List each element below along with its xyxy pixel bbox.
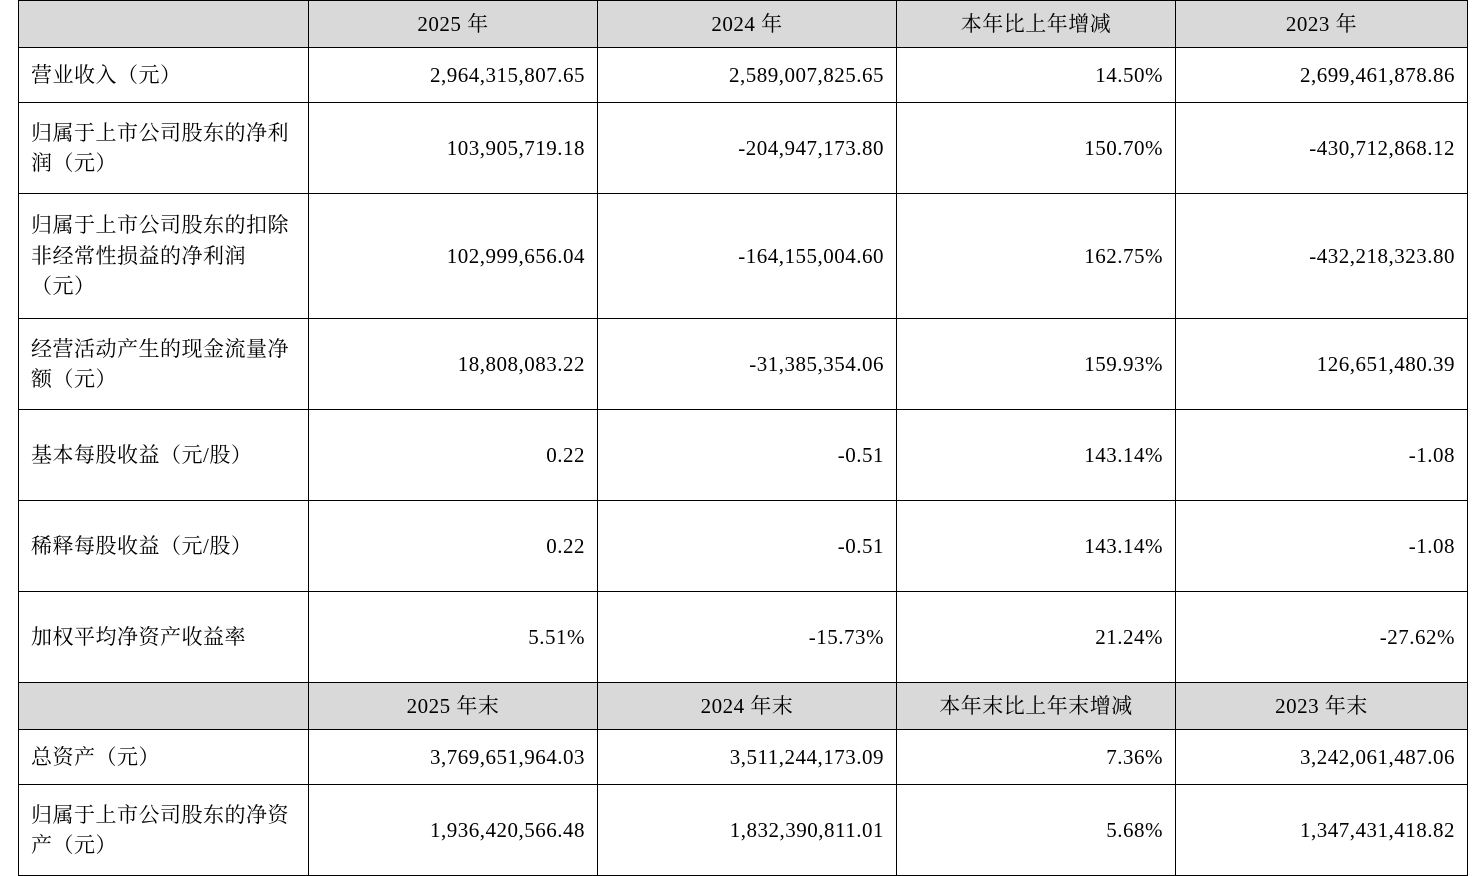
cell-change: 21.24% (897, 592, 1176, 683)
cell-2023: -432,218,323.80 (1176, 194, 1468, 319)
cell-change: 143.14% (897, 501, 1176, 592)
table-row (19, 501, 1468, 592)
cell-change: 14.50% (897, 48, 1176, 103)
row-label: 加权平均净资产收益率 (19, 592, 309, 683)
table-header-row-annual (19, 1, 1468, 48)
table-row (19, 319, 1468, 410)
header-cell-yoy-change: 本年比上年增减 (897, 1, 1176, 48)
cell-2024: -31,385,354.06 (598, 319, 897, 410)
cell-2023: -1.08 (1176, 501, 1468, 592)
row-label: 归属于上市公司股东的净利润（元） (19, 103, 309, 194)
header-cell-2023-yearend: 2023 年末 (1176, 683, 1468, 730)
cell-2025-yearend: 3,769,651,964.03 (309, 730, 598, 785)
table-row (19, 103, 1468, 194)
cell-2025: 102,999,656.04 (309, 194, 598, 319)
cell-2025: 18,808,083.22 (309, 319, 598, 410)
cell-2024: -15.73% (598, 592, 897, 683)
cell-change: 159.93% (897, 319, 1176, 410)
cell-2024: 2,589,007,825.65 (598, 48, 897, 103)
cell-2023-yearend: 3,242,061,487.06 (1176, 730, 1468, 785)
cell-2025: 103,905,719.18 (309, 103, 598, 194)
cell-2024: -0.51 (598, 501, 897, 592)
header-cell-2024-yearend: 2024 年末 (598, 683, 897, 730)
row-label: 经营活动产生的现金流量净额（元） (19, 319, 309, 410)
cell-2024: -164,155,004.60 (598, 194, 897, 319)
header-cell-blank (19, 1, 309, 48)
table-row (19, 194, 1468, 319)
cell-2023: -1.08 (1176, 410, 1468, 501)
table-row (19, 730, 1468, 785)
cell-change: 150.70% (897, 103, 1176, 194)
cell-2025: 5.51% (309, 592, 598, 683)
header-cell-blank (19, 683, 309, 730)
cell-2023: -27.62% (1176, 592, 1468, 683)
cell-2025: 0.22 (309, 501, 598, 592)
table-row (19, 785, 1468, 876)
row-label: 归属于上市公司股东的扣除非经常性损益的净利润（元） (19, 194, 309, 319)
header-cell-2023: 2023 年 (1176, 1, 1468, 48)
table-header-row-yearend (19, 683, 1468, 730)
financial-summary-table (18, 0, 1468, 876)
cell-2025: 2,964,315,807.65 (309, 48, 598, 103)
row-label: 归属于上市公司股东的净资产（元） (19, 785, 309, 876)
cell-change: 143.14% (897, 410, 1176, 501)
cell-change: 162.75% (897, 194, 1176, 319)
cell-2023: -430,712,868.12 (1176, 103, 1468, 194)
header-cell-2025-yearend: 2025 年末 (309, 683, 598, 730)
cell-2024: -204,947,173.80 (598, 103, 897, 194)
row-label: 营业收入（元） (19, 48, 309, 103)
cell-2024-yearend: 1,832,390,811.01 (598, 785, 897, 876)
table-body (19, 1, 1468, 876)
cell-2024: -0.51 (598, 410, 897, 501)
header-cell-2025: 2025 年 (309, 1, 598, 48)
cell-change: 5.68% (897, 785, 1176, 876)
row-label: 稀释每股收益（元/股） (19, 501, 309, 592)
cell-change: 7.36% (897, 730, 1176, 785)
cell-2023-yearend: 1,347,431,418.82 (1176, 785, 1468, 876)
cell-2024-yearend: 3,511,244,173.09 (598, 730, 897, 785)
table-row (19, 592, 1468, 683)
cell-2023: 2,699,461,878.86 (1176, 48, 1468, 103)
header-cell-2024: 2024 年 (598, 1, 897, 48)
row-label: 总资产（元） (19, 730, 309, 785)
cell-2025: 0.22 (309, 410, 598, 501)
table-row (19, 48, 1468, 103)
cell-2023: 126,651,480.39 (1176, 319, 1468, 410)
cell-2025-yearend: 1,936,420,566.48 (309, 785, 598, 876)
row-label: 基本每股收益（元/股） (19, 410, 309, 501)
header-cell-yearend-change: 本年末比上年末增减 (897, 683, 1176, 730)
table-row (19, 410, 1468, 501)
